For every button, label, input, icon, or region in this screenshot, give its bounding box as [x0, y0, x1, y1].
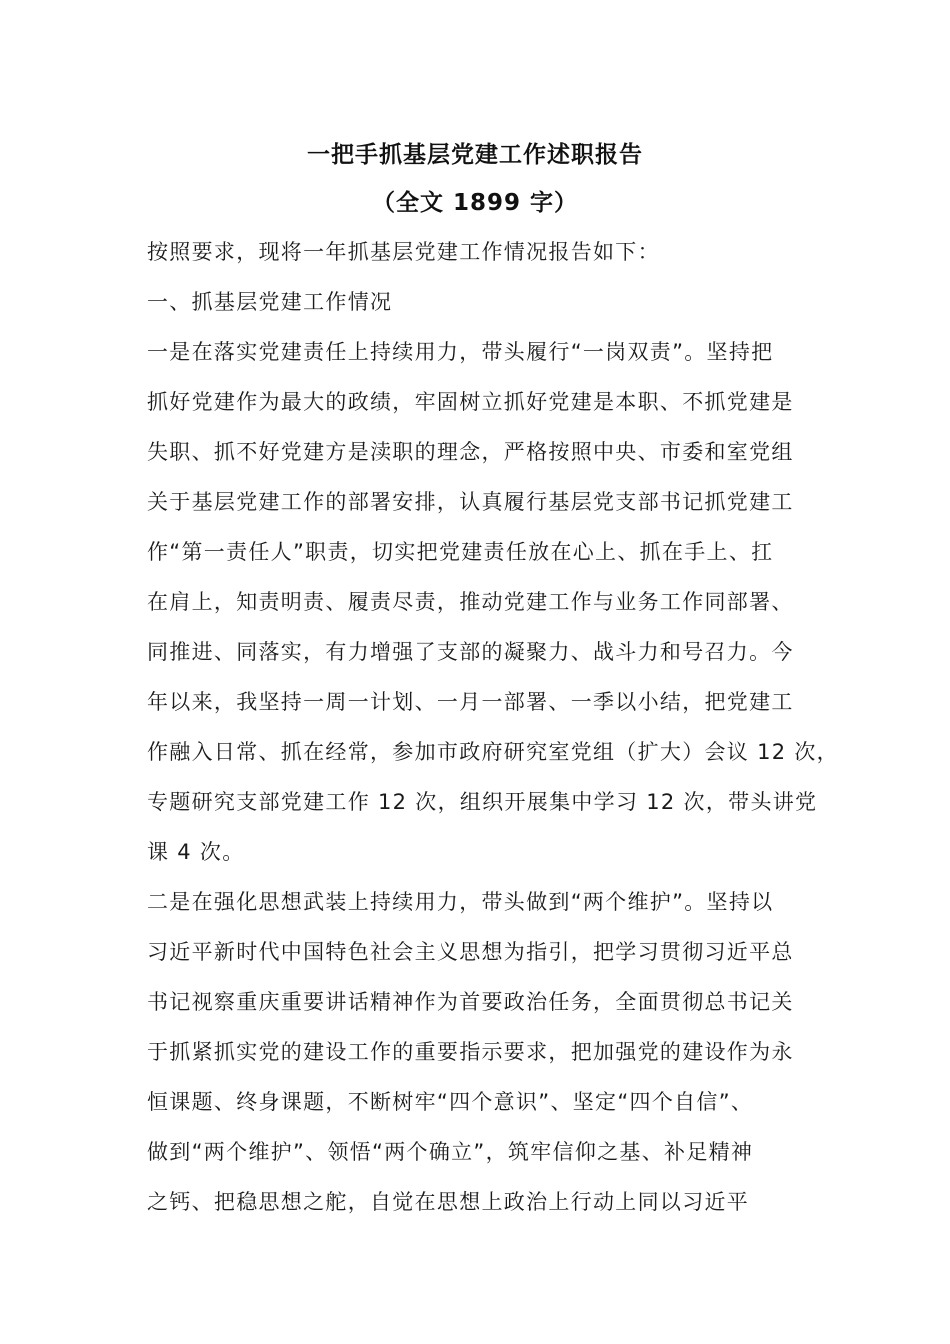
body-line: 做到“两个维护”、领悟“两个确立”，筑牢信仰之基、补足精神	[147, 1140, 754, 1164]
body-line: 年以来，我坚持一周一计划、一月一部署、一季以小结，把党建工	[147, 690, 794, 714]
document-body	[147, 232, 839, 1232]
body-line: 按照要求，现将一年抓基层党建工作情况报告如下：	[147, 240, 660, 264]
body-line: 专题研究支部党建工作 12 次，组织开展集中学习 12 次，带头讲党	[147, 790, 818, 814]
body-line: 同推进、同落实，有力增强了支部的凝聚力、战斗力和号召力。今	[147, 640, 794, 664]
body-line: 课 4 次。	[147, 840, 245, 864]
body-line: 于抓紧抓实党的建设工作的重要指示要求，把加强党的建设作为永	[147, 1040, 794, 1064]
body-line: 习近平新时代中国特色社会主义思想为指引，把学习贯彻习近平总	[147, 940, 794, 964]
document-title: 一把手抓基层党建工作述职报告	[307, 142, 643, 168]
section-heading: 一、抓基层党建工作情况	[147, 290, 393, 314]
body-line: 一是在落实党建责任上持续用力，带头履行“一岗双责”。坚持把	[147, 340, 774, 364]
body-line: 作“第一责任人”职责，切实把党建责任放在心上、抓在手上、扛	[147, 540, 774, 564]
document-subtitle: （全文 1899 字）	[371, 190, 579, 216]
body-line: 书记视察重庆重要讲话精神作为首要政治任务，全面贯彻总书记关	[147, 990, 794, 1014]
body-line: 恒课题、终身课题，不断树牢“四个意识”、坚定“四个自信”、	[147, 1090, 754, 1114]
body-line: 之钙、把稳思想之舵，自觉在思想上政治上行动上同以习近平	[147, 1190, 750, 1214]
body-line: 关于基层党建工作的部署安排，认真履行基层党支部书记抓党建工	[147, 490, 794, 514]
body-line: 二是在强化思想武装上持续用力，带头做到“两个维护”。坚持以	[147, 890, 774, 914]
body-line: 作融入日常、抓在经常，参加市政府研究室党组（扩大）会议 12 次，	[147, 740, 839, 764]
body-line: 失职、抓不好党建方是渎职的理念，严格按照中央、市委和室党组	[147, 440, 794, 464]
body-line: 抓好党建作为最大的政绩，牢固树立抓好党建是本职、不抓党建是	[147, 390, 794, 414]
body-line: 在肩上，知责明责、履责尽责，推动党建工作与业务工作同部署、	[147, 590, 794, 614]
